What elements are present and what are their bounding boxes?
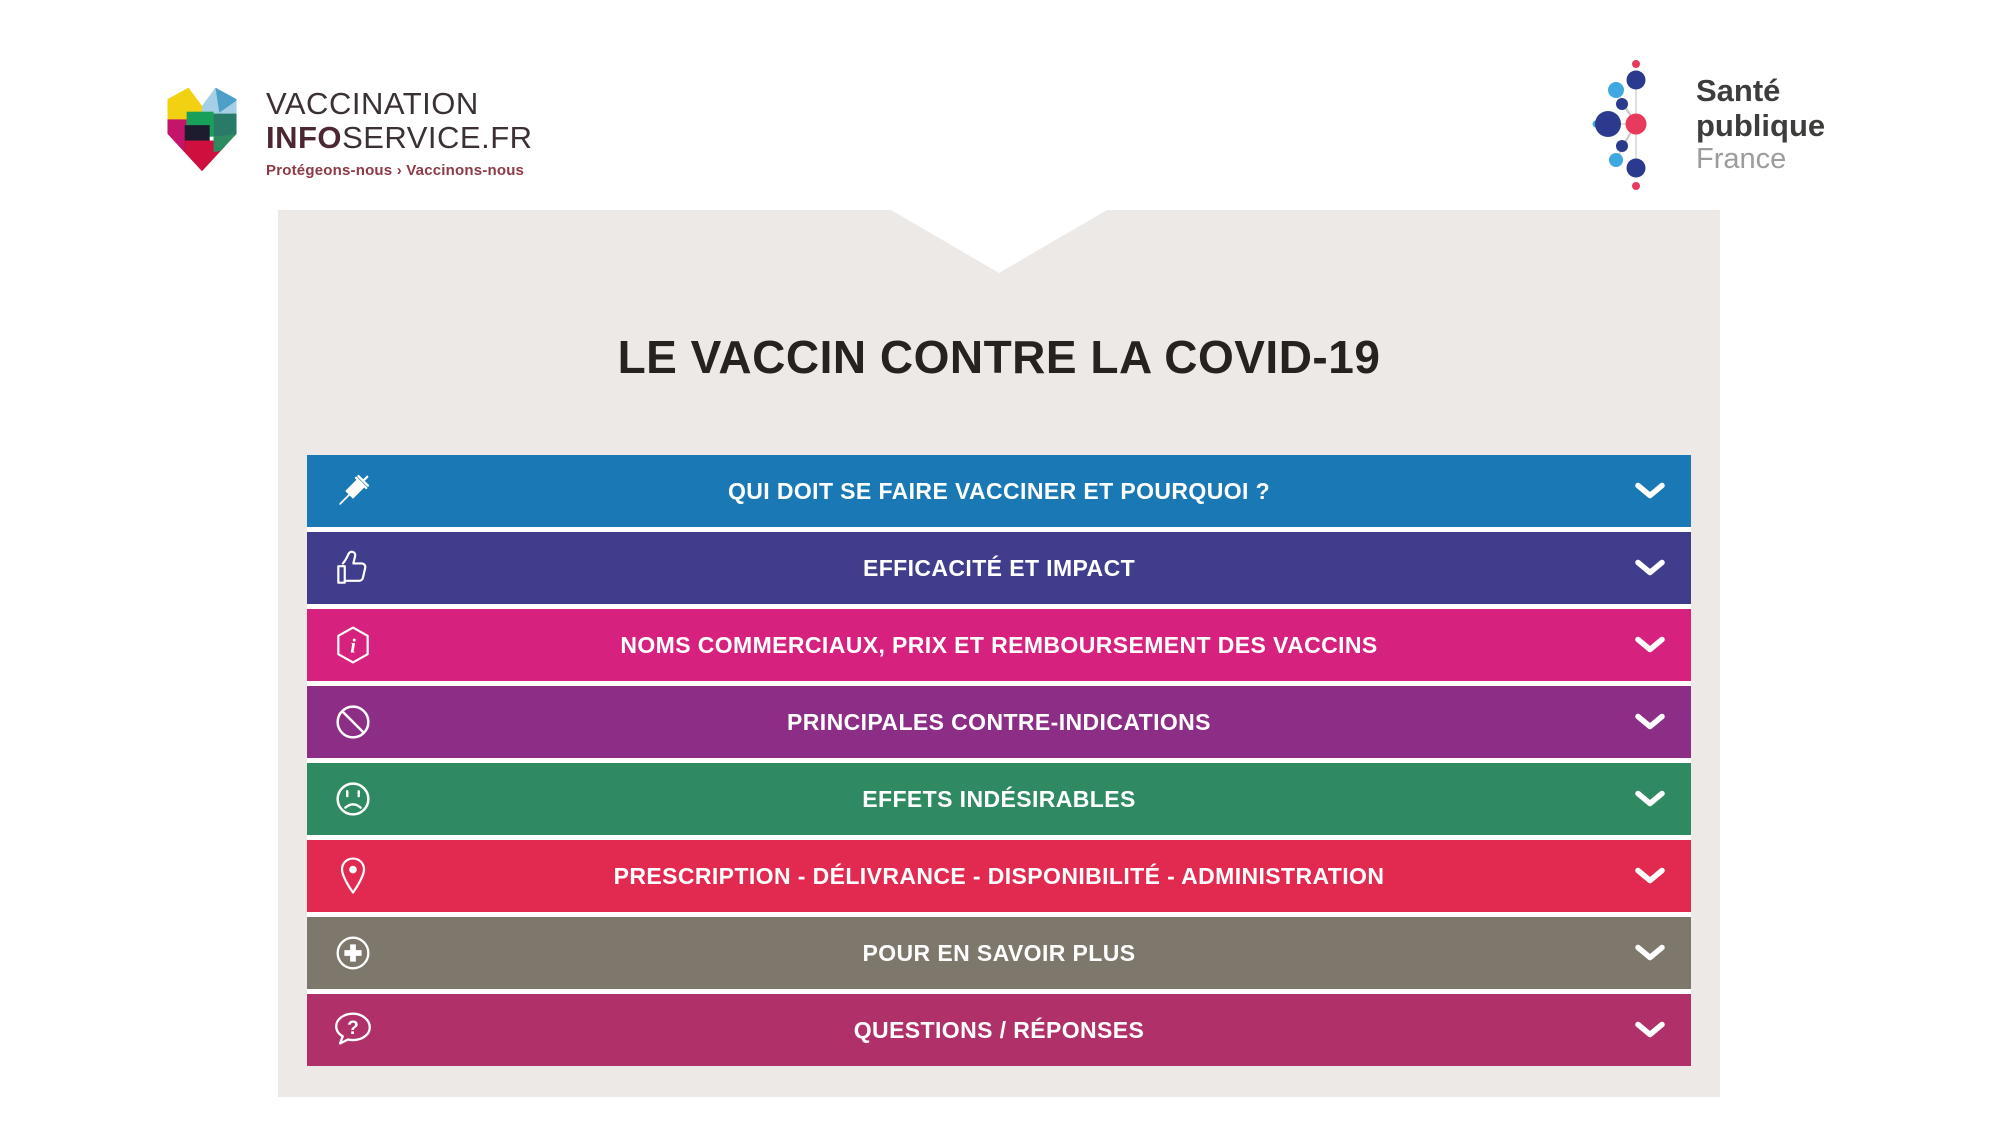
spf-line3: France [1696, 143, 1787, 176]
accordion-row-efficacite-et-impact[interactable] [307, 532, 1691, 604]
accordion-row-prescription-delivrance[interactable] [307, 840, 1691, 912]
top-notch-decoration [891, 210, 1107, 273]
accordion-row-label: PRESCRIPTION - DÉLIVRANCE - DISPONIBILITÉ - ADMINISTRATION [613, 862, 1385, 889]
chevron-down-icon [1635, 1022, 1665, 1039]
accordion-row-effets-indesirables[interactable] [307, 763, 1691, 835]
sante-publique-france-logo [1592, 58, 1825, 192]
chevron-down-icon [1635, 637, 1665, 654]
logo-tagline: Protégeons-nous › Vaccinons-nous [266, 161, 525, 179]
svg-text:?: ? [347, 1017, 359, 1039]
prohibited-icon [329, 698, 377, 746]
accordion-row-contre-indications[interactable] [307, 686, 1691, 758]
heart-mosaic-icon [152, 80, 252, 178]
chevron-down-icon [1635, 560, 1665, 577]
plus-circle-icon [329, 929, 377, 977]
accordion-row-label: QUESTIONS / RÉPONSES [853, 1016, 1145, 1043]
chevron-down-icon [1635, 791, 1665, 808]
chevron-down-icon [1635, 714, 1665, 731]
logo-line2: INFOSERVICE.FR [266, 119, 533, 155]
map-pin-icon [329, 852, 377, 900]
info-hexagon-icon [329, 621, 377, 669]
accordion-row-label: EFFETS INDÉSIRABLES [862, 785, 1136, 812]
accordion-row-label: NOMS COMMERCIAUX, PRIX ET REMBOURSEMENT DES VACCINS [620, 631, 1378, 658]
accordion-row-label: POUR EN SAVOIR PLUS [862, 939, 1136, 966]
sad-face-icon [329, 775, 377, 823]
question-bubble-icon [329, 1006, 377, 1054]
accordion-row-label: PRINCIPALES CONTRE-INDICATIONS [787, 708, 1211, 735]
spf-line2: publique [1696, 107, 1826, 143]
accordion-row-noms-commerciaux[interactable] [307, 609, 1691, 681]
accordion-row-label: EFFICACITÉ ET IMPACT [862, 554, 1136, 581]
chevron-down-icon [1635, 868, 1665, 885]
content-panel [278, 210, 1720, 1097]
syringe-icon [329, 467, 377, 515]
chevron-down-icon [1635, 483, 1665, 500]
page-title: LE VACCIN CONTRE LA COVID-19 [617, 331, 1381, 383]
dots-network-icon [1592, 58, 1684, 192]
spf-line1: Santé [1696, 73, 1781, 109]
accordion-list [307, 455, 1691, 1066]
accordion-row-questions-reponses[interactable] [307, 994, 1691, 1066]
svg-text:i: i [350, 635, 356, 658]
logo-line1: VACCINATION [266, 86, 479, 121]
accordion-row-pour-en-savoir-plus[interactable] [307, 917, 1691, 989]
thumbs-up-icon [329, 544, 377, 592]
accordion-row-qui-doit-se-faire-vacciner[interactable] [307, 455, 1691, 527]
chevron-down-icon [1635, 945, 1665, 962]
accordion-row-label: QUI DOIT SE FAIRE VACCINER ET POURQUOI ? [727, 477, 1271, 504]
vaccination-info-service-logo [152, 80, 533, 179]
